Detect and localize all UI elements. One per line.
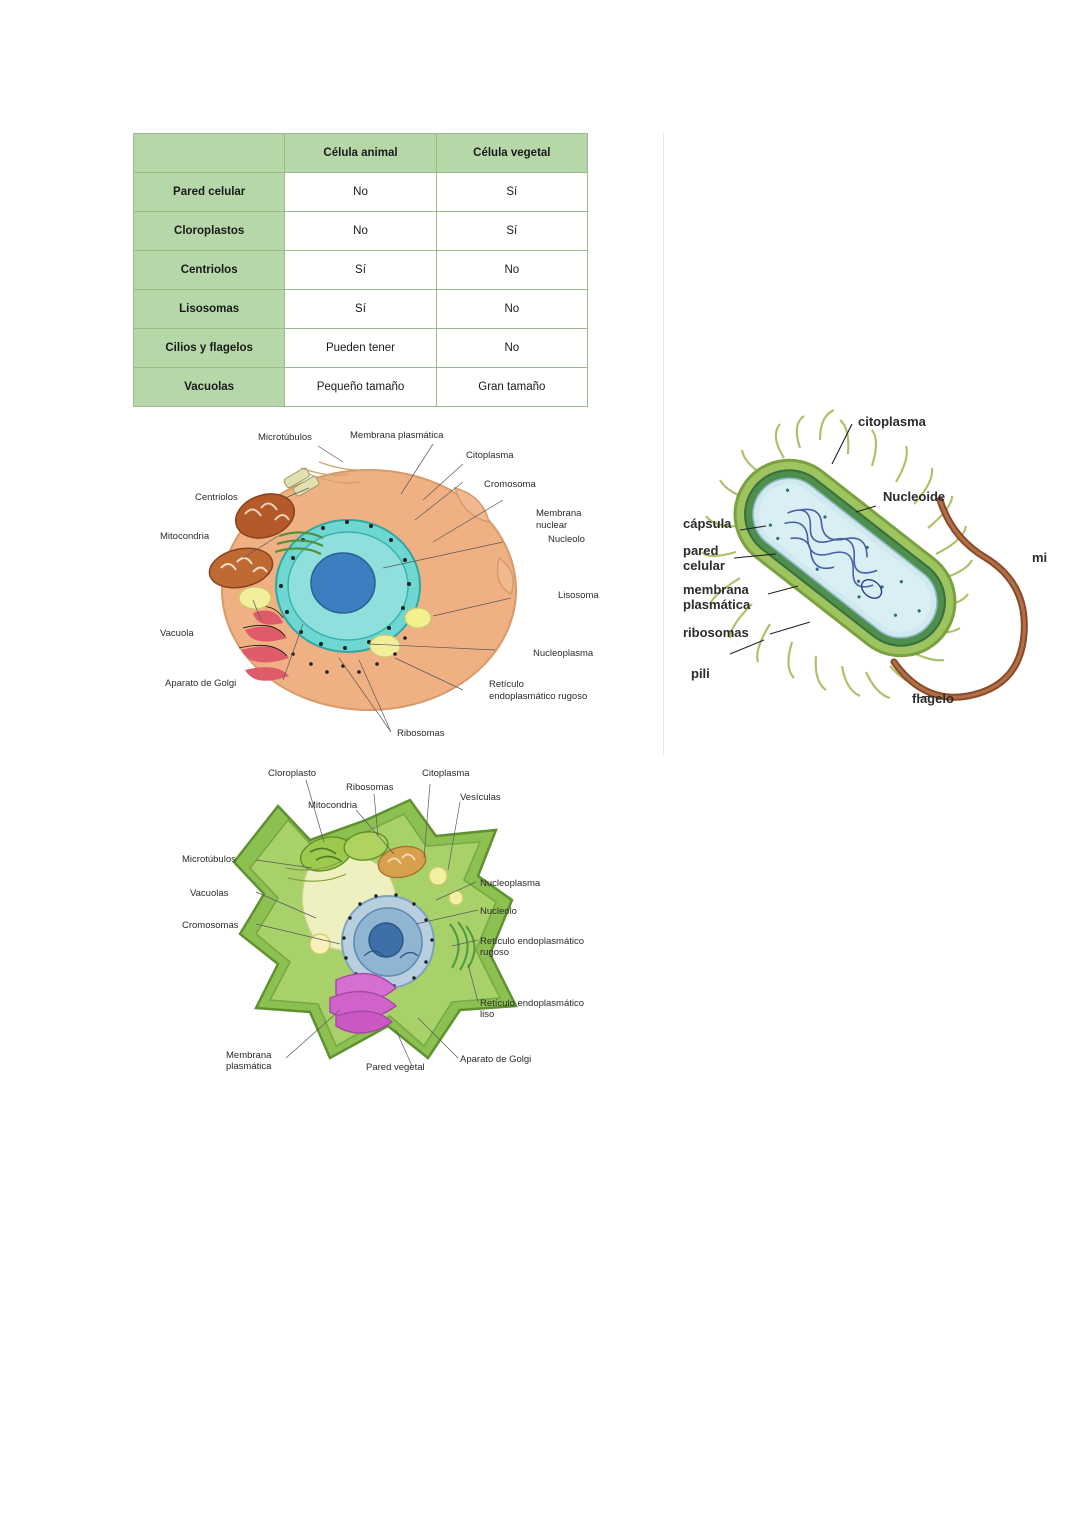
table-row (134, 173, 588, 212)
plant-label-pared-vegetal: Pared vegetal (366, 1062, 425, 1073)
bacteria-label-citoplasma: citoplasma (858, 414, 926, 429)
table-row (134, 329, 588, 368)
bacteria-label-nucleoide: Nucleoide (883, 489, 946, 504)
animal-label-mitocondria: Mitocondria (160, 531, 210, 542)
animal-label-reticulo-2: endoplasmático rugoso (489, 691, 588, 702)
plant-label-re-liso-2: liso (480, 1009, 495, 1020)
bacteria-label-pared-1: pared (683, 543, 719, 558)
plant-label-vacuolas: Vacuolas (190, 888, 229, 899)
animal-label-nucleolo: Nucleolo (548, 534, 585, 545)
cell-value-animal: Sí (285, 290, 436, 329)
animal-label-citoplasma: Citoplasma (466, 450, 514, 461)
row-label: Vacuolas (134, 368, 285, 407)
animal-label-lisosoma: Lisosoma (558, 590, 599, 601)
table-row (134, 251, 588, 290)
cell-value-animal: No (285, 173, 436, 212)
column-header-vegetal: Célula vegetal (436, 134, 587, 173)
animal-label-microtubulos: Microtúbulos (258, 432, 312, 443)
plant-label-citoplasma: Citoplasma (422, 768, 470, 779)
row-label: Pared celular (134, 173, 285, 212)
animal-label-aparato-golgi: Aparato de Golgi (165, 678, 237, 689)
plant-label-nucleolo: Nucleolo (480, 906, 517, 917)
row-label: Cilios y flagelos (134, 329, 285, 368)
plant-label-membrana-1: Membrana (226, 1050, 272, 1061)
plant-label-microtubulos: Microtúbulos (182, 854, 236, 865)
table-row (134, 212, 588, 251)
animal-label-membrana-nuclear-1: Membrana (536, 508, 582, 519)
bacteria-label-cropped: mi (1032, 550, 1048, 565)
table-header-row (134, 134, 588, 173)
cell-value-animal: No (285, 212, 436, 251)
page-vertical-rule (663, 133, 664, 755)
animal-label-cromosoma: Cromosoma (484, 479, 536, 490)
table-row (134, 290, 588, 329)
plant-label-nucleoplasma: Nucleoplasma (480, 878, 541, 889)
bacteria-label-capsula: cápsula (683, 516, 732, 531)
plant-label-mitocondria: Mitocondria (308, 800, 358, 811)
animal-label-membrana-nuclear-2: nuclear (536, 520, 568, 531)
plant-label-re-rugoso-2: rugoso (480, 947, 510, 958)
cell-value-vegetal: Sí (436, 173, 587, 212)
table-corner-cell (134, 134, 285, 173)
cell-comparison-table (133, 133, 588, 407)
cell-value-vegetal: No (436, 290, 587, 329)
bacteria-label-membrana-2: plasmática (683, 597, 751, 612)
bacteria-label-ribosomas: ribosomas (683, 625, 749, 640)
plant-label-ribosomas: Ribosomas (346, 782, 394, 793)
row-label: Centriolos (134, 251, 285, 290)
animal-label-centriolos: Centriolos (195, 492, 238, 503)
animal-label-ribosomas: Ribosomas (397, 728, 445, 739)
plant-cell-diagram (160, 758, 610, 1108)
bacteria-cell-diagram (680, 408, 1080, 756)
plant-label-re-rugoso-1: Retículo endoplasmático (480, 936, 585, 947)
cell-value-animal: Pueden tener (285, 329, 436, 368)
animal-label-membrana-plasmatica: Membrana plasmática (350, 430, 444, 441)
cell-value-animal: Pequeño tamaño (285, 368, 436, 407)
cell-value-vegetal: Sí (436, 212, 587, 251)
plant-label-vesiculas: Vesículas (460, 792, 501, 803)
cell-value-vegetal: No (436, 329, 587, 368)
plant-label-cromosomas: Cromosomas (182, 920, 239, 931)
animal-label-vacuola: Vacuola (160, 628, 194, 639)
bacteria-label-flagelo: flagelo (912, 691, 954, 706)
animal-label-nucleoplasma: Nucleoplasma (533, 648, 594, 659)
plant-label-re-liso-1: Retículo endoplasmático (480, 998, 585, 1009)
column-header-animal: Célula animal (285, 134, 436, 173)
plant-label-membrana-2: plasmática (226, 1061, 272, 1072)
table-row (134, 368, 588, 407)
bacteria-label-pili: pili (691, 666, 710, 681)
bacteria-label-membrana-1: membrana (683, 582, 749, 597)
animal-cell-diagram (133, 408, 663, 756)
cell-value-animal: Sí (285, 251, 436, 290)
plant-label-aparato-golgi: Aparato de Golgi (460, 1054, 532, 1065)
row-label: Lisosomas (134, 290, 285, 329)
cell-value-vegetal: Gran tamaño (436, 368, 587, 407)
bacteria-label-pared-2: celular (683, 558, 725, 573)
comparison-table-wrapper (133, 133, 588, 407)
animal-label-reticulo-1: Retículo (489, 679, 524, 690)
plant-label-cloroplasto: Cloroplasto (268, 768, 317, 779)
row-label: Cloroplastos (134, 212, 285, 251)
cell-value-vegetal: No (436, 251, 587, 290)
